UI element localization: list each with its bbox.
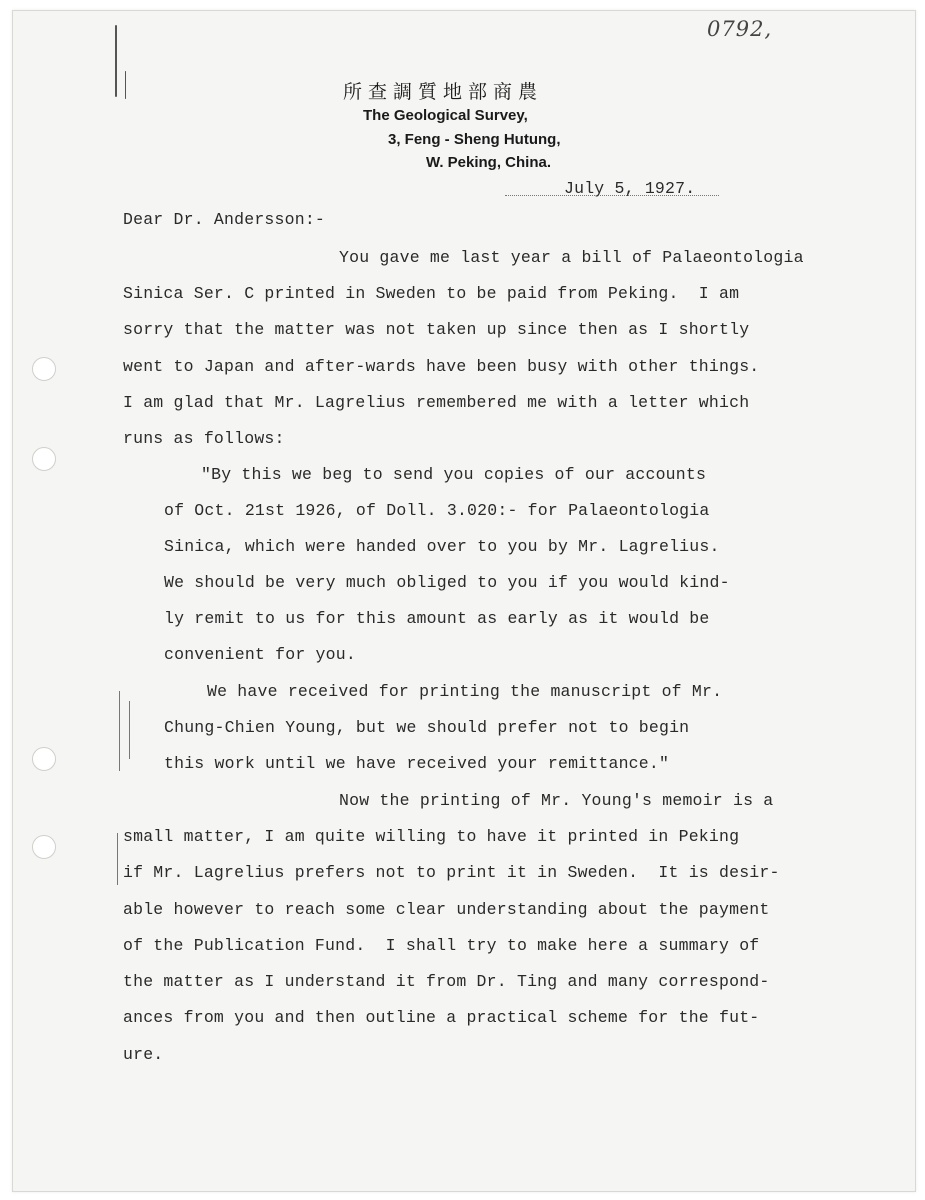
quote-line: of Oct. 21st 1926, of Doll. 3.020:- for Palaeontologia bbox=[164, 501, 710, 520]
letterhead-city: W. Peking, China. bbox=[426, 154, 552, 171]
quote-line: ly remit to us for this amount as early as it would be bbox=[164, 609, 710, 628]
letterhead-street: 3, Feng - Sheng Hutung, bbox=[388, 131, 561, 148]
body-line: able however to reach some clear understanding about the payment bbox=[123, 900, 770, 919]
body-line: the matter as I understand it from Dr. Ting and many correspond- bbox=[123, 972, 770, 991]
body-line: runs as follows: bbox=[123, 429, 285, 448]
quote-line: Sinica, which were handed over to you by Mr. Lagrelius. bbox=[164, 537, 720, 556]
quote-line: this work until we have received your remittance." bbox=[164, 754, 670, 773]
body-line: Now the printing of Mr. Young's memoir is a bbox=[339, 791, 774, 810]
pencil-mark bbox=[117, 833, 118, 885]
letterhead-chinese: 所查調質地部商農 bbox=[343, 81, 544, 103]
pencil-mark bbox=[129, 701, 130, 759]
body-line: You gave me last year a bill of Palaeontologia bbox=[339, 248, 804, 267]
body-line: small matter, I am quite willing to have it printed in Peking bbox=[123, 827, 740, 846]
body-line: ances from you and then outline a practical scheme for the fut- bbox=[123, 1008, 760, 1027]
body-line: Sinica Ser. C printed in Sweden to be paid from Peking. I am bbox=[123, 284, 740, 303]
letter-page bbox=[12, 10, 916, 1192]
body-line: ure. bbox=[123, 1045, 164, 1064]
pencil-mark bbox=[119, 691, 120, 771]
quote-line: We have received for printing the manuscript of Mr. bbox=[207, 682, 723, 701]
punch-hole bbox=[32, 747, 56, 771]
quote-line: We should be very much obliged to you if you would kind- bbox=[164, 573, 730, 592]
quote-line: convenient for you. bbox=[164, 645, 356, 664]
paperclip-mark bbox=[125, 71, 126, 99]
body-line: if Mr. Lagrelius prefers not to print it in Sweden. It is desir- bbox=[123, 863, 780, 882]
salutation: Dear Dr. Andersson:- bbox=[123, 210, 326, 229]
letter-date: July 5, 1927. bbox=[564, 179, 696, 198]
body-line: sorry that the matter was not taken up since then as I shortly bbox=[123, 320, 750, 339]
archive-number: 0792, bbox=[707, 17, 773, 41]
quote-line: Chung-Chien Young, but we should prefer not to begin bbox=[164, 718, 690, 737]
quote-line: "By this we beg to send you copies of our accounts bbox=[201, 465, 707, 484]
letterhead-org: The Geological Survey, bbox=[363, 107, 528, 124]
body-line: I am glad that Mr. Lagrelius remembered me with a letter which bbox=[123, 393, 750, 412]
punch-hole bbox=[32, 357, 56, 381]
body-line: went to Japan and after-wards have been busy with other things. bbox=[123, 357, 760, 376]
body-line: of the Publication Fund. I shall try to make here a summary of bbox=[123, 936, 760, 955]
paperclip-mark bbox=[115, 25, 117, 97]
punch-hole bbox=[32, 835, 56, 859]
punch-hole bbox=[32, 447, 56, 471]
date-underline bbox=[505, 195, 719, 196]
